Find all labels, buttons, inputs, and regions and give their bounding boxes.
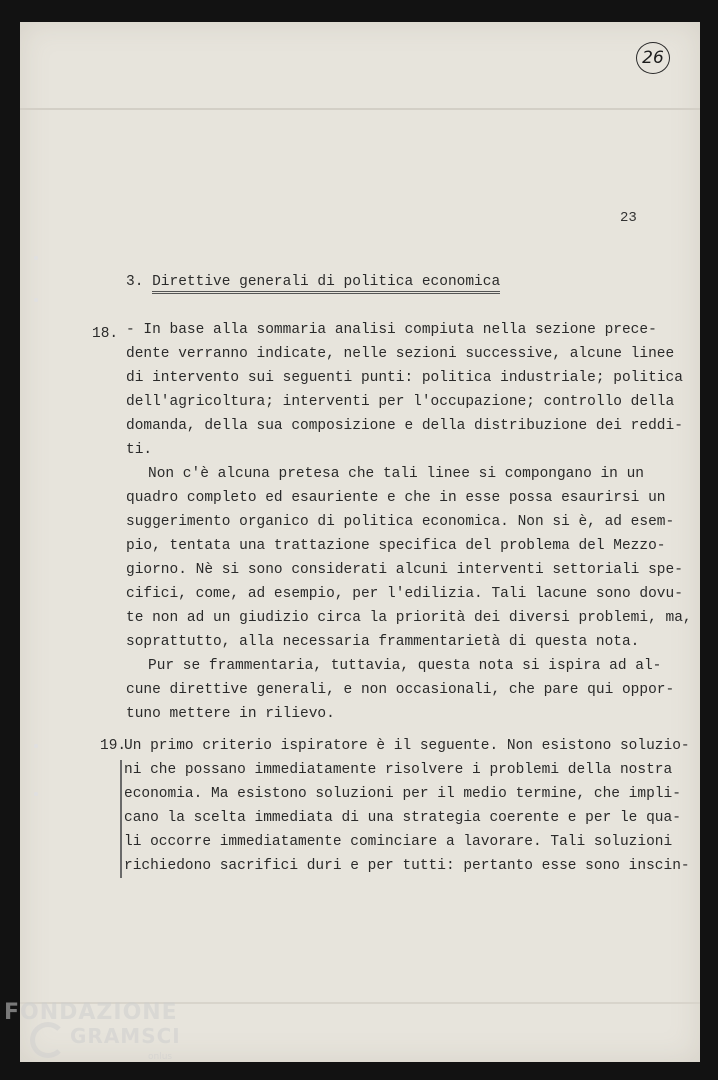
- text-line: quadro completo ed esauriente e che in esse possa esaurirsi un: [126, 490, 666, 506]
- margin-mark: [120, 760, 122, 878]
- section-number: 3.: [126, 274, 144, 290]
- watermark-line3: onlus: [148, 1052, 173, 1062]
- text-line: pio, tentata una trattazione specifica del problema del Mezzo-: [126, 538, 666, 554]
- text-line: domanda, della sua composizione e della distribuzione dei reddi-: [126, 418, 683, 434]
- text-line: giorno. Nè si sono considerati alcuni interventi settoriali spe-: [126, 562, 683, 578]
- dust-speck: [34, 744, 38, 748]
- document-page: [20, 22, 700, 1062]
- text-line: Non c'è alcuna pretesa che tali linee si compongano in un: [148, 466, 644, 482]
- dust-speck: [34, 256, 38, 260]
- archive-page-number: 26: [636, 42, 670, 74]
- text-line: suggerimento organico di politica economica. Non si è, ad esem-: [126, 514, 675, 530]
- watermark-line1: FONDAZIONE: [4, 1000, 178, 1025]
- dust-speck: [34, 298, 38, 302]
- text-line: economia. Ma esistono soluzioni per il medio termine, che impli-: [124, 786, 681, 802]
- text-line: Pur se frammentaria, tuttavia, questa nota si ispira ad al-: [148, 658, 662, 674]
- text-line: ni che possano immediatamente risolvere i problemi della nostra: [124, 762, 673, 778]
- dust-speck: [34, 792, 38, 796]
- text-line: cano la scelta immediata di una strategia coerente e per le qua-: [124, 810, 681, 826]
- section-title: Direttive generali di politica economica: [152, 274, 500, 294]
- watermark-logo-icon: [30, 1022, 66, 1058]
- text-line: cune direttive generali, e non occasionali, che pare qui oppor-: [126, 682, 675, 698]
- page-number: 23: [620, 210, 637, 226]
- text-line: di intervento sui seguenti punti: politica industriale; politica: [126, 370, 683, 386]
- watermark-line2: GRAMSCI: [70, 1024, 181, 1048]
- paper-fold: [20, 108, 700, 110]
- text-line: dell'agricoltura; interventi per l'occupazione; controllo della: [126, 394, 675, 410]
- text-line: richiedono sacrifici duri e per tutti: pertanto esse sono inscin-: [124, 858, 690, 874]
- paragraph-number: 18.: [92, 326, 119, 342]
- text-line: te non ad un giudizio circa la priorità dei diversi problemi, ma,: [126, 610, 692, 626]
- text-line: li occorre immediatamente cominciare a lavorare. Tali soluzioni: [124, 834, 673, 850]
- text-line: dente verranno indicate, nelle sezioni successive, alcune linee: [126, 346, 675, 362]
- text-line: cifici, come, ad esempio, per l'edilizia. Tali lacune sono dovu-: [126, 586, 683, 602]
- section-heading: [126, 274, 500, 290]
- text-line: Un primo criterio ispiratore è il seguente. Non esistono soluzio-: [124, 738, 690, 754]
- text-line: tuno mettere in rilievo.: [126, 706, 335, 722]
- paragraph-number: 19.: [100, 738, 127, 754]
- text-line: soprattutto, alla necessaria frammentarietà di questa nota.: [126, 634, 640, 650]
- text-line: ti.: [126, 442, 153, 458]
- text-line: - In base alla sommaria analisi compiuta nella sezione prece-: [126, 322, 657, 338]
